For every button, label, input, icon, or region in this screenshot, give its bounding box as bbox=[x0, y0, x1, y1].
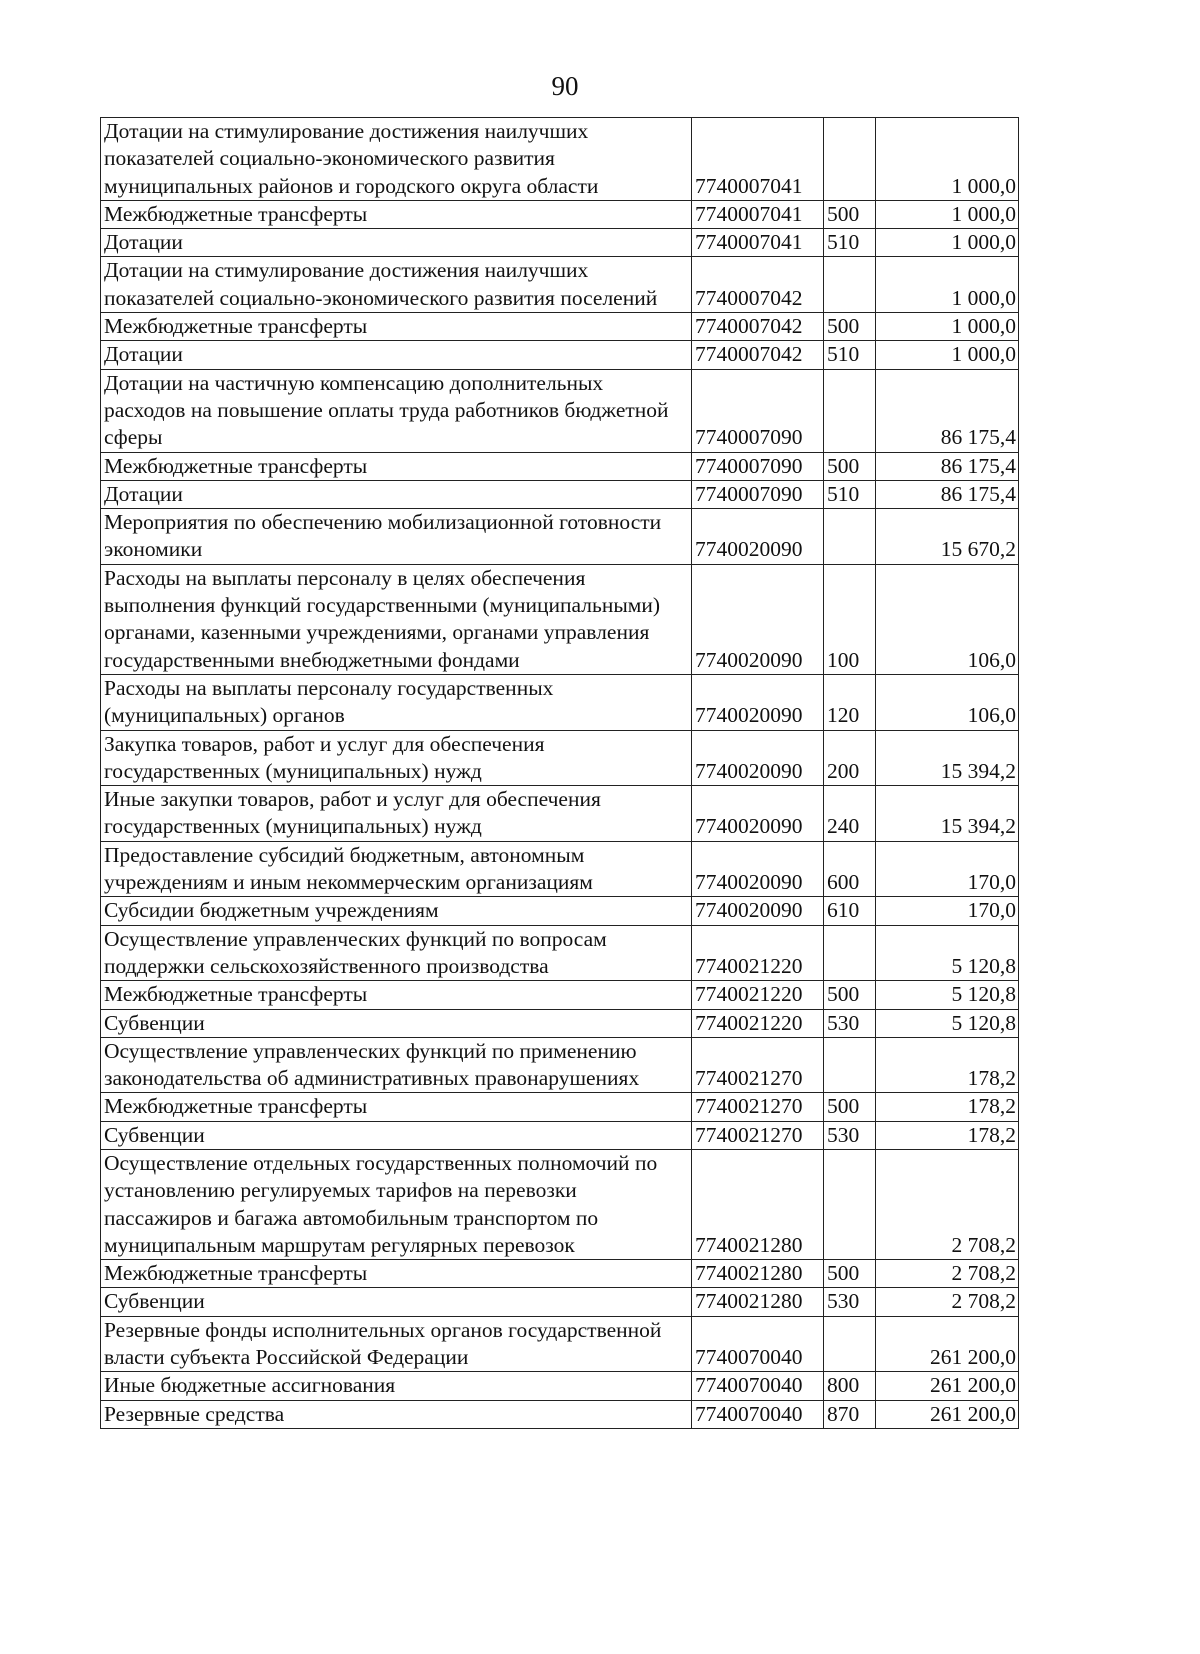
row-expense-type-cell bbox=[824, 1037, 876, 1093]
row-code-cell: 7740020090 bbox=[692, 786, 824, 842]
row-amount-cell: 5 120,8 bbox=[876, 981, 1019, 1009]
row-code-cell: 7740020090 bbox=[692, 509, 824, 565]
row-name-cell: Иные бюджетные ассигнования bbox=[101, 1372, 692, 1400]
row-name-cell: Осуществление отдельных государственных полномочий по установлению регулируемых тарифов на перевозки пассажиров и багажа автомобильным транспортом по муниципальным маршрутам регулярных перевозок bbox=[101, 1149, 692, 1259]
table-row bbox=[101, 341, 1019, 369]
row-expense-type-cell bbox=[824, 509, 876, 565]
row-expense-type-cell bbox=[824, 369, 876, 452]
row-code-cell: 7740007042 bbox=[692, 257, 824, 313]
row-name-cell: Предоставление субсидий бюджетным, автономным учреждениям и иным некоммерческим организациям bbox=[101, 841, 692, 897]
row-expense-type-cell: 510 bbox=[824, 229, 876, 257]
row-expense-type-cell bbox=[824, 1316, 876, 1372]
row-amount-cell: 1 000,0 bbox=[876, 341, 1019, 369]
row-amount-cell: 178,2 bbox=[876, 1121, 1019, 1149]
table-row bbox=[101, 1009, 1019, 1037]
row-code-cell: 7740021220 bbox=[692, 981, 824, 1009]
row-expense-type-cell: 500 bbox=[824, 981, 876, 1009]
row-amount-cell: 86 175,4 bbox=[876, 452, 1019, 480]
row-name-cell: Межбюджетные трансферты bbox=[101, 313, 692, 341]
table-row bbox=[101, 1121, 1019, 1149]
row-code-cell: 7740020090 bbox=[692, 730, 824, 786]
row-amount-cell: 178,2 bbox=[876, 1093, 1019, 1121]
row-code-cell: 7740020090 bbox=[692, 564, 824, 674]
row-amount-cell: 86 175,4 bbox=[876, 369, 1019, 452]
row-name-cell: Мероприятия по обеспечению мобилизационной готовности экономики bbox=[101, 509, 692, 565]
table-row bbox=[101, 1149, 1019, 1259]
row-name-cell: Дотации bbox=[101, 229, 692, 257]
row-name-cell: Субвенции bbox=[101, 1288, 692, 1316]
row-amount-cell: 106,0 bbox=[876, 674, 1019, 730]
table-row bbox=[101, 118, 1019, 201]
row-code-cell: 7740007041 bbox=[692, 118, 824, 201]
row-name-cell: Расходы на выплаты персоналу в целях обеспечения выполнения функций государственными (муниципальными) органами, казенными учреждениями, органами управления государственными внебюджетными фондами bbox=[101, 564, 692, 674]
row-name-cell: Межбюджетные трансферты bbox=[101, 1260, 692, 1288]
row-expense-type-cell: 200 bbox=[824, 730, 876, 786]
budget-table-body bbox=[101, 118, 1019, 1429]
table-row bbox=[101, 1400, 1019, 1428]
row-expense-type-cell: 530 bbox=[824, 1009, 876, 1037]
row-name-cell: Резервные фонды исполнительных органов государственной власти субъекта Российской Федерации bbox=[101, 1316, 692, 1372]
row-name-cell: Закупка товаров, работ и услуг для обеспечения государственных (муниципальных) нужд bbox=[101, 730, 692, 786]
table-row bbox=[101, 509, 1019, 565]
row-amount-cell: 1 000,0 bbox=[876, 118, 1019, 201]
row-code-cell: 7740021280 bbox=[692, 1149, 824, 1259]
row-code-cell: 7740021280 bbox=[692, 1288, 824, 1316]
row-code-cell: 7740020090 bbox=[692, 841, 824, 897]
table-row bbox=[101, 452, 1019, 480]
row-expense-type-cell: 120 bbox=[824, 674, 876, 730]
row-name-cell: Дотации bbox=[101, 480, 692, 508]
row-code-cell: 7740007090 bbox=[692, 480, 824, 508]
row-expense-type-cell: 530 bbox=[824, 1288, 876, 1316]
table-row bbox=[101, 1037, 1019, 1093]
row-code-cell: 7740021220 bbox=[692, 925, 824, 981]
row-expense-type-cell: 100 bbox=[824, 564, 876, 674]
table-row bbox=[101, 1288, 1019, 1316]
table-row bbox=[101, 257, 1019, 313]
table-row bbox=[101, 564, 1019, 674]
row-code-cell: 7740020090 bbox=[692, 674, 824, 730]
row-code-cell: 7740021220 bbox=[692, 1009, 824, 1037]
row-amount-cell: 1 000,0 bbox=[876, 257, 1019, 313]
row-code-cell: 7740020090 bbox=[692, 897, 824, 925]
row-amount-cell: 170,0 bbox=[876, 897, 1019, 925]
row-amount-cell: 5 120,8 bbox=[876, 1009, 1019, 1037]
row-expense-type-cell bbox=[824, 925, 876, 981]
row-amount-cell: 2 708,2 bbox=[876, 1149, 1019, 1259]
row-name-cell: Осуществление управленческих функций по применению законодательства об административных правонарушениях bbox=[101, 1037, 692, 1093]
row-expense-type-cell: 800 bbox=[824, 1372, 876, 1400]
table-row bbox=[101, 1316, 1019, 1372]
table-row bbox=[101, 369, 1019, 452]
row-code-cell: 7740007042 bbox=[692, 341, 824, 369]
budget-table bbox=[100, 117, 1019, 1429]
row-amount-cell: 86 175,4 bbox=[876, 480, 1019, 508]
table-row bbox=[101, 674, 1019, 730]
row-amount-cell: 1 000,0 bbox=[876, 229, 1019, 257]
row-amount-cell: 2 708,2 bbox=[876, 1288, 1019, 1316]
row-expense-type-cell: 500 bbox=[824, 313, 876, 341]
table-row bbox=[101, 200, 1019, 228]
row-amount-cell: 15 670,2 bbox=[876, 509, 1019, 565]
row-expense-type-cell: 530 bbox=[824, 1121, 876, 1149]
row-code-cell: 7740070040 bbox=[692, 1372, 824, 1400]
table-row bbox=[101, 1260, 1019, 1288]
row-expense-type-cell: 510 bbox=[824, 341, 876, 369]
row-expense-type-cell bbox=[824, 118, 876, 201]
row-expense-type-cell: 600 bbox=[824, 841, 876, 897]
table-row bbox=[101, 313, 1019, 341]
row-name-cell: Дотации на стимулирование достижения наилучших показателей социально-экономического развития поселений bbox=[101, 257, 692, 313]
row-amount-cell: 1 000,0 bbox=[876, 200, 1019, 228]
row-amount-cell: 5 120,8 bbox=[876, 925, 1019, 981]
row-code-cell: 7740021270 bbox=[692, 1037, 824, 1093]
row-name-cell: Межбюджетные трансферты bbox=[101, 452, 692, 480]
row-expense-type-cell bbox=[824, 1149, 876, 1259]
row-name-cell: Дотации bbox=[101, 341, 692, 369]
table-row bbox=[101, 897, 1019, 925]
table-row bbox=[101, 841, 1019, 897]
row-name-cell: Осуществление управленческих функций по вопросам поддержки сельскохозяйственного производства bbox=[101, 925, 692, 981]
row-code-cell: 7740007042 bbox=[692, 313, 824, 341]
row-name-cell: Субсидии бюджетным учреждениям bbox=[101, 897, 692, 925]
row-amount-cell: 261 200,0 bbox=[876, 1372, 1019, 1400]
row-amount-cell: 178,2 bbox=[876, 1037, 1019, 1093]
row-expense-type-cell: 500 bbox=[824, 200, 876, 228]
table-row bbox=[101, 981, 1019, 1009]
table-row bbox=[101, 480, 1019, 508]
row-name-cell: Межбюджетные трансферты bbox=[101, 981, 692, 1009]
row-amount-cell: 170,0 bbox=[876, 841, 1019, 897]
row-expense-type-cell: 500 bbox=[824, 1093, 876, 1121]
row-name-cell: Иные закупки товаров, работ и услуг для обеспечения государственных (муниципальных) нужд bbox=[101, 786, 692, 842]
table-row bbox=[101, 730, 1019, 786]
row-code-cell: 7740007090 bbox=[692, 369, 824, 452]
row-code-cell: 7740007041 bbox=[692, 229, 824, 257]
row-code-cell: 7740021270 bbox=[692, 1093, 824, 1121]
row-name-cell: Межбюджетные трансферты bbox=[101, 200, 692, 228]
row-code-cell: 7740007090 bbox=[692, 452, 824, 480]
row-amount-cell: 261 200,0 bbox=[876, 1316, 1019, 1372]
row-code-cell: 7740021270 bbox=[692, 1121, 824, 1149]
row-name-cell: Резервные средства bbox=[101, 1400, 692, 1428]
row-expense-type-cell: 240 bbox=[824, 786, 876, 842]
row-name-cell: Дотации на частичную компенсацию дополнительных расходов на повышение оплаты труда работников бюджетной сферы bbox=[101, 369, 692, 452]
row-amount-cell: 261 200,0 bbox=[876, 1400, 1019, 1428]
row-amount-cell: 15 394,2 bbox=[876, 730, 1019, 786]
table-row bbox=[101, 229, 1019, 257]
row-name-cell: Расходы на выплаты персоналу государственных (муниципальных) органов bbox=[101, 674, 692, 730]
row-amount-cell: 2 708,2 bbox=[876, 1260, 1019, 1288]
row-amount-cell: 1 000,0 bbox=[876, 313, 1019, 341]
page-number: 90 bbox=[551, 71, 579, 101]
row-amount-cell: 15 394,2 bbox=[876, 786, 1019, 842]
row-expense-type-cell bbox=[824, 257, 876, 313]
row-code-cell: 7740007041 bbox=[692, 200, 824, 228]
row-expense-type-cell: 500 bbox=[824, 1260, 876, 1288]
row-expense-type-cell: 870 bbox=[824, 1400, 876, 1428]
table-row bbox=[101, 786, 1019, 842]
row-name-cell: Межбюджетные трансферты bbox=[101, 1093, 692, 1121]
table-row bbox=[101, 1093, 1019, 1121]
row-name-cell: Субвенции bbox=[101, 1009, 692, 1037]
row-code-cell: 7740070040 bbox=[692, 1316, 824, 1372]
row-name-cell: Дотации на стимулирование достижения наилучших показателей социально-экономического развития муниципальных районов и городского округа области bbox=[101, 118, 692, 201]
row-expense-type-cell: 610 bbox=[824, 897, 876, 925]
row-name-cell: Субвенции bbox=[101, 1121, 692, 1149]
row-code-cell: 7740070040 bbox=[692, 1400, 824, 1428]
table-row bbox=[101, 1372, 1019, 1400]
table-row bbox=[101, 925, 1019, 981]
row-expense-type-cell: 510 bbox=[824, 480, 876, 508]
row-expense-type-cell: 500 bbox=[824, 452, 876, 480]
row-code-cell: 7740021280 bbox=[692, 1260, 824, 1288]
row-amount-cell: 106,0 bbox=[876, 564, 1019, 674]
